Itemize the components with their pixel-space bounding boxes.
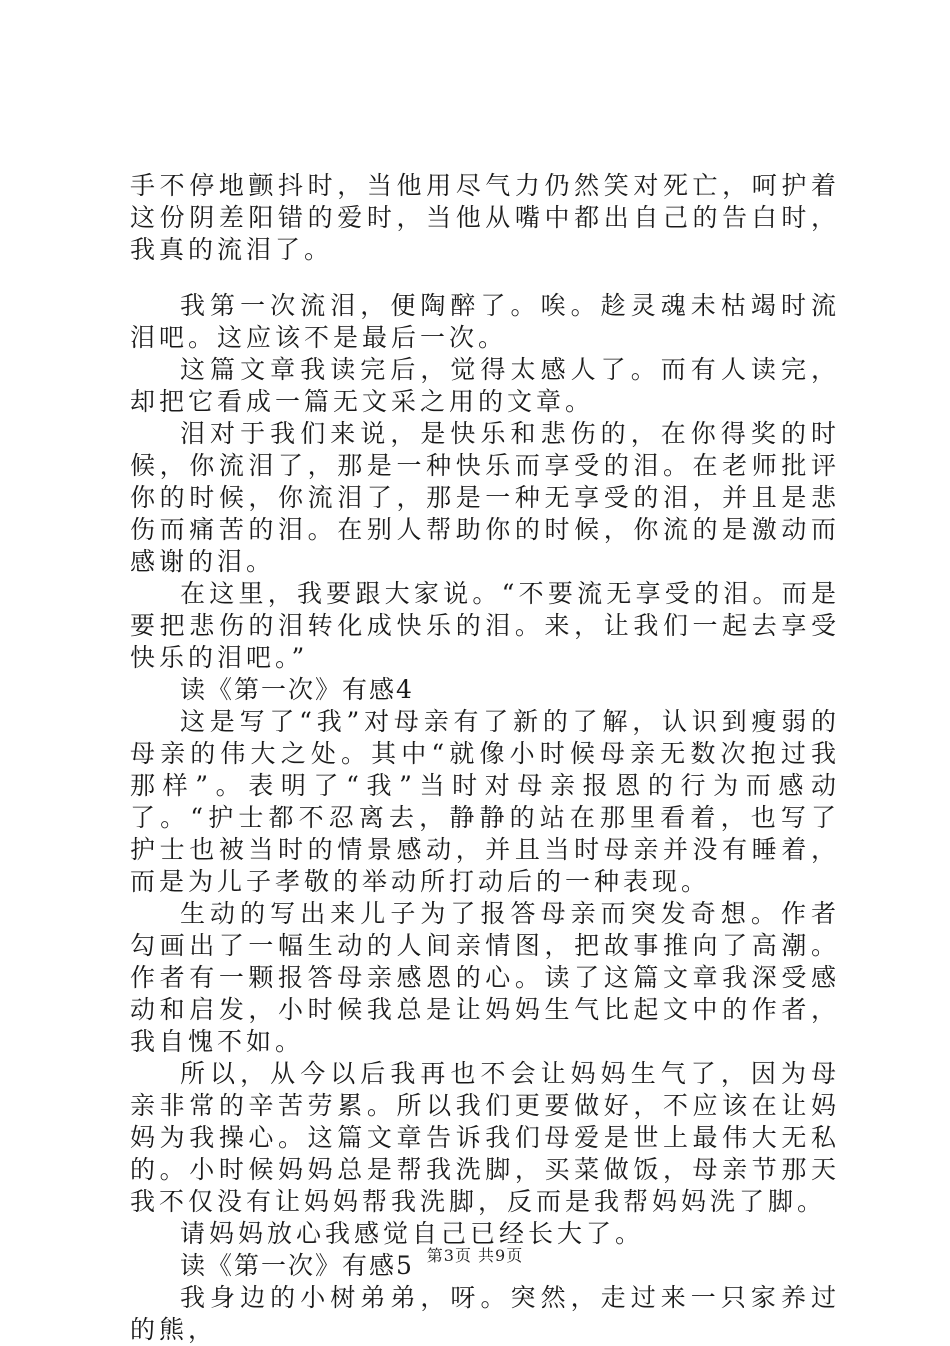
page-number-footer: 第3页 共9页 bbox=[426, 1246, 524, 1265]
document-body bbox=[130, 170, 840, 1346]
paragraph: 手不停地颤抖时，当他用尽气力仍然笑对死亡，呵护着这份阴差阳错的爱时，当他从嘴中都出自己的告白时，我真的流泪了。 bbox=[130, 171, 840, 264]
paragraph: 泪对于我们来说，是快乐和悲伤的，在你得奖的时候，你流泪了，那是一种快乐而享受的泪。在老师批评你的时候，你流泪了，那是一种无享受的泪，并且是悲伤而痛苦的泪。在别人帮助你的时候，你流的是激动而感谢的泪。 bbox=[130, 419, 840, 576]
paragraph: 这篇文章我读完后，觉得太感人了。而有人读完，却把它看成一篇无文采之用的文章。 bbox=[130, 355, 840, 416]
paragraph: 我身边的小树弟弟，呀。突然，走过来一只家养过的熊， bbox=[130, 1283, 840, 1344]
paragraph: 这是写了“我”对母亲有了新的了解，认识到瘦弱的母亲的伟大之处。其中“就像小时候母亲无数次抱过我那样”。表明了“我”当时对母亲报恩的行为而感动了。“护士都不忍离去，静静的站在那里看着，也写了护士也被当时的情景感动，并且当时母亲并没有睡着，而是为儿子孝敬的举动所打动后的一种表现。 bbox=[130, 707, 840, 896]
paragraph: 所以，从今以后我再也不会让妈妈生气了，因为母亲非常的辛苦劳累。所以我们更要做好，不应该在让妈妈为我操心。这篇文章告诉我们母爱是世上最伟大无私的。小时候妈妈总是帮我洗脚，买菜做饭，母亲节那天我不仅没有让妈妈帮我洗脚，反而是我帮妈妈洗了脚。 bbox=[130, 1059, 840, 1216]
paragraph: 请妈妈放心我感觉自己已经长大了。 bbox=[180, 1219, 645, 1248]
section-heading: 读《第一次》有感4 bbox=[180, 675, 414, 704]
paragraph-gap bbox=[130, 266, 840, 290]
paragraph: 生动的写出来儿子为了报答母亲而突发奇想。作者勾画出了一幅生动的人间亲情图，把故事推向了高潮。作者有一颗报答母亲感恩的心。读了这篇文章我深受感动和启发，小时候我总是让妈妈生气比起文中的作者，我自愧不如。 bbox=[130, 899, 840, 1056]
paragraph: 在这里，我要跟大家说。“不要流无享受的泪。而是要把悲伤的泪转化成快乐的泪。来，让我们一起去享受快乐的泪吧。” bbox=[130, 579, 840, 672]
section-heading: 读《第一次》有感5 bbox=[180, 1251, 414, 1280]
paragraph: 我第一次流泪，便陶醉了。唉。趁灵魂未枯竭时流泪吧。这应该不是最后一次。 bbox=[130, 291, 840, 352]
